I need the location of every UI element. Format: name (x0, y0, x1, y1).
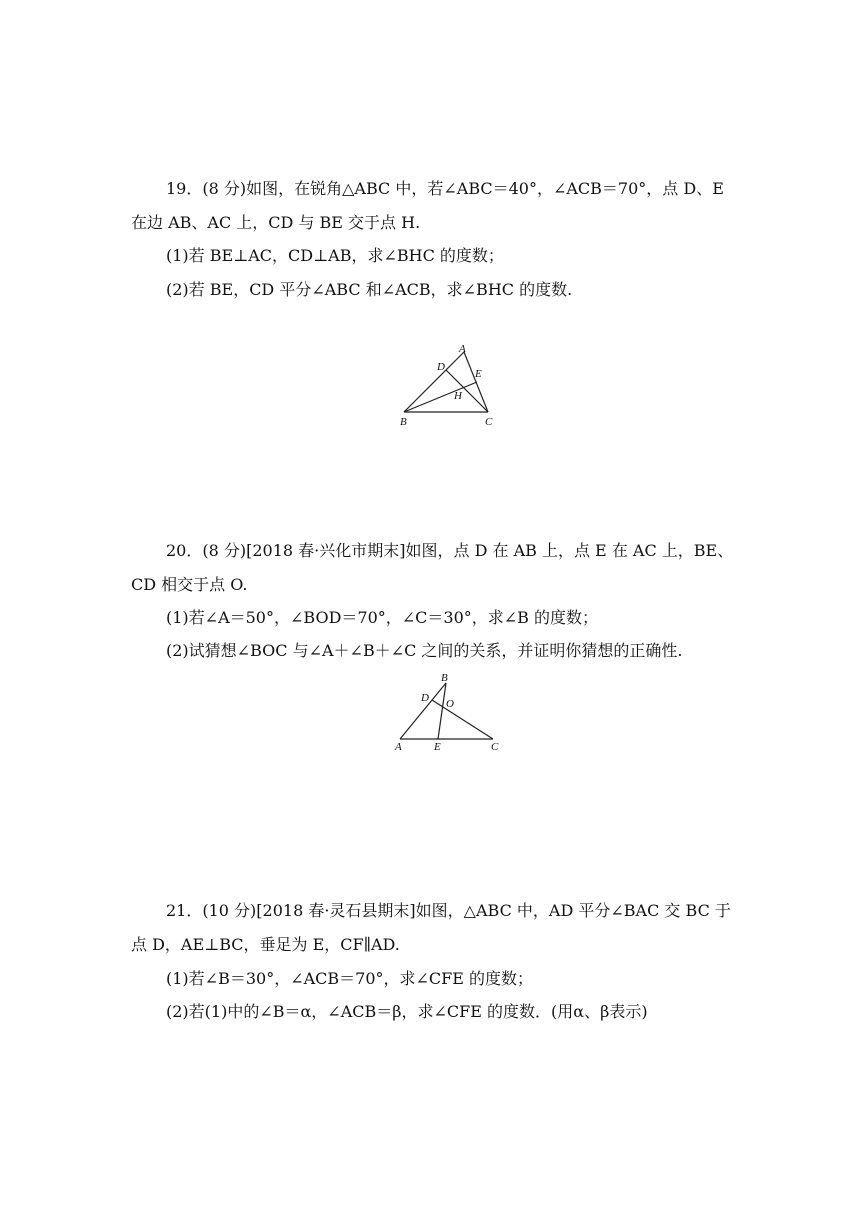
problem-21-line-1: 21．(10 分)[2018 春·灵石县期末]如图，△ABC 中，AD 平分∠BAC 交 BC 于 (166, 901, 731, 920)
problem-20-line-2: CD 相交于点 O. (131, 575, 248, 594)
fig19-label-d: D (437, 361, 445, 373)
problem-21-part-1: (1)若∠B＝30°，∠ACB＝70°，求∠CFE 的度数； (166, 969, 534, 988)
problem-19-figure (390, 340, 510, 432)
fig20-label-b: B (441, 672, 448, 684)
fig19-label-a: A (459, 343, 466, 355)
problem-20-line-1: 20．(8 分)[2018 春·兴化市期末]如图，点 D 在 AB 上，点 E 在 AC 上，BE、 (166, 541, 734, 560)
fig19-label-c: C (485, 416, 493, 428)
fig19-label-e: E (475, 368, 482, 380)
fig20-label-e: E (434, 741, 441, 753)
problem-21-line-2: 点 D，AE⊥BC，垂足为 E，CF∥AD. (131, 935, 400, 954)
problem-20-part-2: (2)试猜想∠BOC 与∠A＋∠B＋∠C 之间的关系，并证明你猜想的正确性. (166, 641, 683, 660)
problem-19-line-1: 19．(8 分)如图，在锐角△ABC 中，若∠ABC＝40°，∠ACB＝70°，点 D、E (166, 179, 724, 198)
problem-21-part-2: (2)若(1)中的∠B＝α，∠ACB＝β，求∠CFE 的度数．(用α、β表示) (166, 1002, 648, 1021)
fig19-label-h: H (454, 390, 462, 402)
fig19-label-b: B (400, 416, 407, 428)
problem-20-part-1: (1)若∠A＝50°，∠BOD＝70°，∠C＝30°，求∠B 的度数； (166, 608, 599, 627)
fig19-side-ab (404, 352, 464, 412)
problem-19-line-2: 在边 AB、AC 上，CD 与 BE 交于点 H. (131, 213, 421, 232)
problem-19-part-2: (2)若 BE，CD 平分∠ABC 和∠ACB，求∠BHC 的度数. (166, 280, 573, 299)
fig20-label-o: O (446, 698, 454, 710)
fig20-label-a: A (395, 741, 402, 753)
fig20-label-d: D (421, 692, 429, 704)
problem-19-part-1: (1)若 BE⊥AC，CD⊥AB，求∠BHC 的度数； (166, 246, 504, 265)
fig19-segment-be (404, 382, 477, 412)
fig20-label-c: C (491, 741, 499, 753)
problem-20-figure (390, 668, 510, 754)
